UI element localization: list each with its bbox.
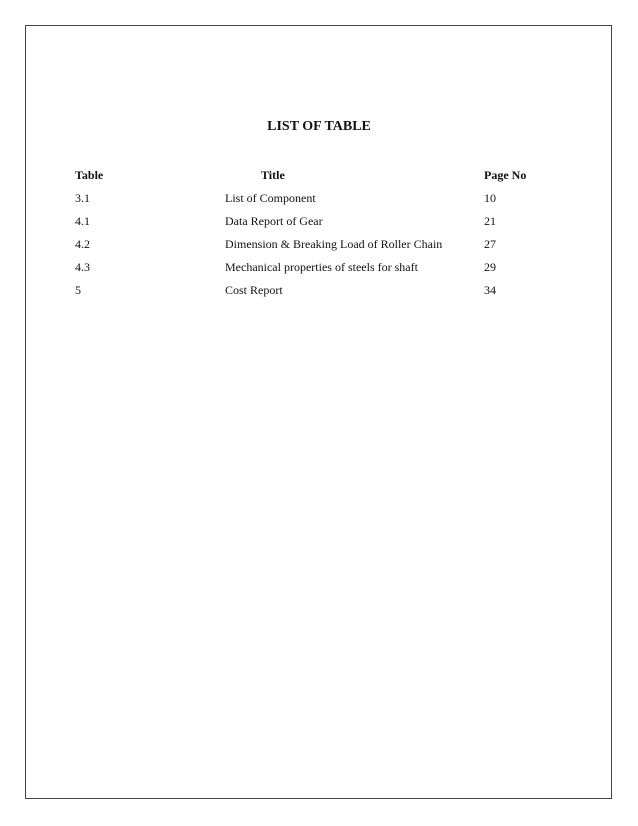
row-page-number: 27 [484,237,496,251]
row-table-number: 4.3 [75,260,90,274]
table-row [75,236,575,259]
header-title: Title [261,168,285,182]
list-of-tables [75,167,575,305]
table-row [75,190,575,213]
row-table-number: 4.1 [75,214,90,228]
header-page-no: Page No [484,168,527,182]
row-page-number: 29 [484,260,496,274]
row-table-number: 3.1 [75,191,90,205]
row-title: List of Component [225,191,316,205]
page-title [0,118,638,136]
row-page-number: 10 [484,191,496,205]
row-page-number: 34 [484,283,496,297]
row-title: Dimension & Breaking Load of Roller Chain [225,237,443,251]
table-row [75,213,575,236]
page-frame [25,25,612,799]
table-header-row [75,167,575,190]
row-title: Cost Report [225,283,283,297]
table-row [75,259,575,282]
row-title: Mechanical properties of steels for shaft [225,260,418,274]
row-title: Data Report of Gear [225,214,323,228]
page-title-text: LIST OF TABLE [267,119,371,134]
header-table: Table [75,168,104,182]
row-page-number: 21 [484,214,496,228]
row-table-number: 5 [75,283,81,297]
table-row [75,282,575,305]
row-table-number: 4.2 [75,237,90,251]
